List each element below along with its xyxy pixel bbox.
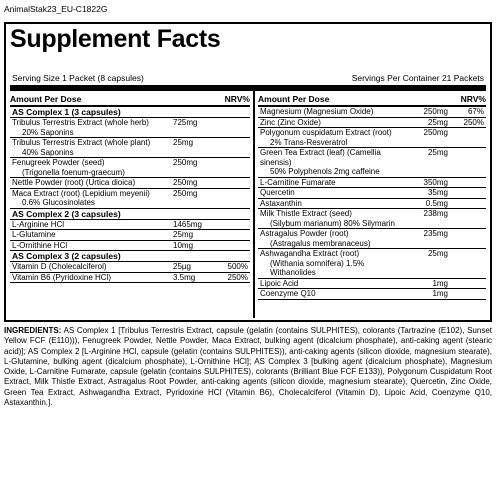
amount-value: 350mg (423, 177, 448, 187)
nutrient-row (10, 241, 250, 252)
nutrient-name-cell (10, 138, 173, 157)
nutrient-detail: (Astragalus membranaceus) (270, 238, 371, 248)
servings-per-container: Servings Per Container 21 Packets (351, 73, 484, 83)
nrv-value: 250% (227, 272, 248, 282)
nutrient-row (10, 220, 250, 231)
nutrient-name-cell (258, 178, 402, 188)
amount-value: 25mg (173, 230, 194, 239)
nrv-value: 500% (227, 262, 248, 271)
nutrient-detail: (Trigonella foenum-graecum) (22, 167, 125, 177)
nutrient-name-cell (10, 178, 173, 188)
nutrient-name: Zinc (Zinc Oxide) (260, 117, 321, 127)
amount-value: 250mg (173, 158, 198, 167)
nutrient-name-cell (258, 289, 402, 299)
ingredients-text: AS Complex 1 [Tribulus Terrestris Extract, capsule (gelatin (contains SULPHITES), colorants (Tartrazine (E102), Sunset Yellow FCF (E110))), Fenugreek Powder, Nettle Powder, Maca Extract, bulking agent (dicalcium phosphate), anti-caking agent (stearic acid)]; AS Complex 2 [L-Arginine HCl, capsule (gelatin (contains SULPHITES)), anti-caking agents (silicon dioxide, magnesium stearate), L-Glutamine, bulking agent (dicalcium phosphate), L-Ornithine HCl]; AS Complex 3 [bulking agent (dicalcium phosphate), Magnesium Oxide, L-Carnitine Fumarate, capsule (gelatin (contains SULPHITES), colorants (Brilliant Blue FCF E133)), Polygonum Cuspidatum Root Extract, Milk Thistle Extract, Astragalus Root Powder, anti-caking agents (silicon dioxide, magnesium stearate), Quercetin, Zinc Oxide, Green Tea Extract, Ashwagandha Extract, Pyridoxine HCl (Vitamin B6), Cholecalciferol (Vitamin D), Lipoic Acid, Coenzyme Q10, Astaxanthin.]. (4, 326, 492, 408)
nutrient-name: Astaxanthin (260, 198, 302, 208)
nutrient-name: L-Glutamine (12, 230, 56, 239)
nutrient-name: Green Tea Extract (leaf) (Camellia sinensis) (260, 148, 381, 167)
nutrient-name-cell (10, 220, 173, 230)
nutrient-row (258, 209, 486, 229)
nutrient-detail: 40% Saponins (22, 147, 74, 157)
nutrient-row (258, 107, 486, 118)
amount-value: 25mg (427, 249, 448, 258)
nutrient-name-cell (10, 118, 173, 137)
nutrient-name-cell (258, 279, 402, 289)
section-heading: AS Complex 3 (2 capsules) (10, 251, 250, 262)
nutrient-name-cell (10, 230, 173, 240)
nutrient-name: Astragalus Powder (root) (260, 229, 349, 238)
nutrient-detail: 50% Polyphenols 2mg caffeine (270, 167, 380, 176)
nutrient-name: Fenugreek Powder (seed) (12, 158, 105, 167)
nutrient-row (10, 262, 250, 273)
nutrient-detail: (Silybum marianum) 80% Silymarin (270, 218, 395, 228)
nutrient-name: Maca Extract (root) (Lepidium meyenii) (12, 188, 150, 198)
ingredients-label: INGREDIENTS: (4, 326, 62, 335)
amount-value: 1mg (432, 289, 448, 298)
nutrient-name-cell (258, 118, 402, 128)
amount-value: 725mg (173, 118, 198, 127)
nutrient-row (10, 118, 250, 138)
nutrient-name-cell (258, 107, 402, 117)
nutrient-name-cell (258, 199, 402, 209)
nutrient-name: Ashwagandha Extract (root) (260, 249, 360, 258)
amount-per-dose-heading: Amount Per Dose (10, 94, 82, 104)
amount-value: 238mg (423, 209, 448, 218)
left-column (10, 92, 250, 283)
nrv-heading: NRV% (460, 94, 486, 104)
nutrient-row (10, 158, 250, 178)
nutrient-name: L-Arginine HCl (12, 219, 65, 229)
amount-value: 250mg (423, 128, 448, 137)
nutrient-detail: (Withania somnifera) 1.5% Withanolides (270, 258, 365, 277)
nutrient-name: Vitamin D (Cholecalciferol) (12, 262, 107, 271)
amount-value: 250mg (173, 178, 198, 187)
amount-per-dose-heading: Amount Per Dose (258, 94, 330, 104)
ingredients-statement (4, 326, 492, 408)
nutrient-row (258, 199, 486, 210)
serving-size: Serving Size 1 Packet (8 capsules) (12, 73, 144, 83)
section-heading: AS Complex 1 (3 capsules) (10, 107, 250, 118)
amount-value: 250mg (173, 188, 198, 198)
left-rows (10, 107, 250, 283)
nutrient-row (10, 273, 250, 284)
nutrient-name-cell (10, 241, 173, 251)
nutrient-row (258, 229, 486, 249)
nutrient-name: Tribulus Terrestris Extract (whole plant) (12, 138, 151, 147)
nutrient-name: L-Ornithine HCl (12, 240, 68, 250)
section-heading: AS Complex 2 (3 capsules) (10, 209, 250, 220)
nutrient-name-cell (10, 262, 173, 272)
nutrient-row (258, 249, 486, 279)
nutrient-name: Vitamin B6 (Pyridoxine HCl) (12, 272, 111, 282)
nutrient-name: Tribulus Terrestris Extract (whole herb) (12, 118, 149, 127)
nutrient-detail: 2% Trans-Resveratrol (270, 137, 348, 147)
nutrient-detail: 20% Saponins (22, 127, 74, 137)
amount-value: 25µg (173, 262, 191, 271)
amount-value: 3.5mg (173, 272, 196, 282)
nutrient-name: L-Carnitine Fumarate (260, 177, 336, 187)
nutrient-row (258, 128, 486, 148)
nutrient-name: Quercetin (260, 188, 295, 197)
nutrient-name: Nettle Powder (root) (Urtica dioica) (12, 178, 136, 187)
panel-title: Supplement Facts (10, 25, 221, 53)
right-column (258, 92, 486, 300)
nutrient-row (10, 178, 250, 189)
nutrient-name-cell (258, 229, 402, 248)
nutrient-name-cell (258, 249, 402, 278)
nutrient-name-cell (10, 273, 173, 283)
column-divider (253, 85, 255, 318)
nutrient-detail: 0.6% Glucosinolates (22, 198, 95, 207)
nutrient-name-cell (10, 158, 173, 177)
nrv-value: 67% (467, 107, 484, 116)
amount-value: 25mg (427, 148, 448, 157)
nutrient-name: Lipoic Acid (260, 278, 299, 288)
nutrient-row (10, 189, 250, 209)
amount-value: 35mg (427, 188, 448, 197)
right-column-header (258, 92, 486, 107)
nutrient-name-cell (258, 188, 402, 198)
nutrient-name: Coenzyme Q10 (260, 289, 316, 298)
right-rows (258, 107, 486, 300)
amount-value: 1465mg (173, 219, 202, 229)
nutrient-row (258, 118, 486, 129)
left-column-header (10, 92, 250, 107)
nutrient-name-cell (258, 209, 402, 228)
amount-value: 0.5mg (425, 198, 448, 208)
nutrient-row (10, 230, 250, 241)
thick-divider (10, 85, 486, 91)
amount-value: 25mg (427, 117, 448, 127)
nutrient-row (10, 138, 250, 158)
nutrient-row (258, 178, 486, 189)
nutrient-name-cell (10, 189, 173, 208)
nrv-heading: NRV% (224, 94, 250, 104)
nutrient-name: Milk Thistle Extract (seed) (260, 209, 352, 218)
nutrient-name-cell (258, 128, 402, 147)
nutrient-row (258, 279, 486, 290)
nutrient-name: Magnesium (Magnesium Oxide) (260, 107, 374, 116)
nutrient-name-cell (258, 148, 402, 177)
supplement-facts-panel (4, 22, 492, 322)
amount-value: 235mg (423, 229, 448, 238)
nutrient-row (258, 188, 486, 199)
amount-value: 25mg (173, 138, 194, 147)
nutrient-row (258, 289, 486, 300)
product-reference: AnimalStak23_EU-C1822G (4, 4, 108, 14)
amount-value: 1mg (432, 278, 448, 288)
amount-value: 10mg (173, 240, 194, 250)
nrv-value: 250% (463, 117, 484, 127)
nutrient-name: Polygonum cuspidatum Extract (root) (260, 128, 392, 137)
amount-value: 250mg (423, 107, 448, 116)
nutrient-row (258, 148, 486, 178)
